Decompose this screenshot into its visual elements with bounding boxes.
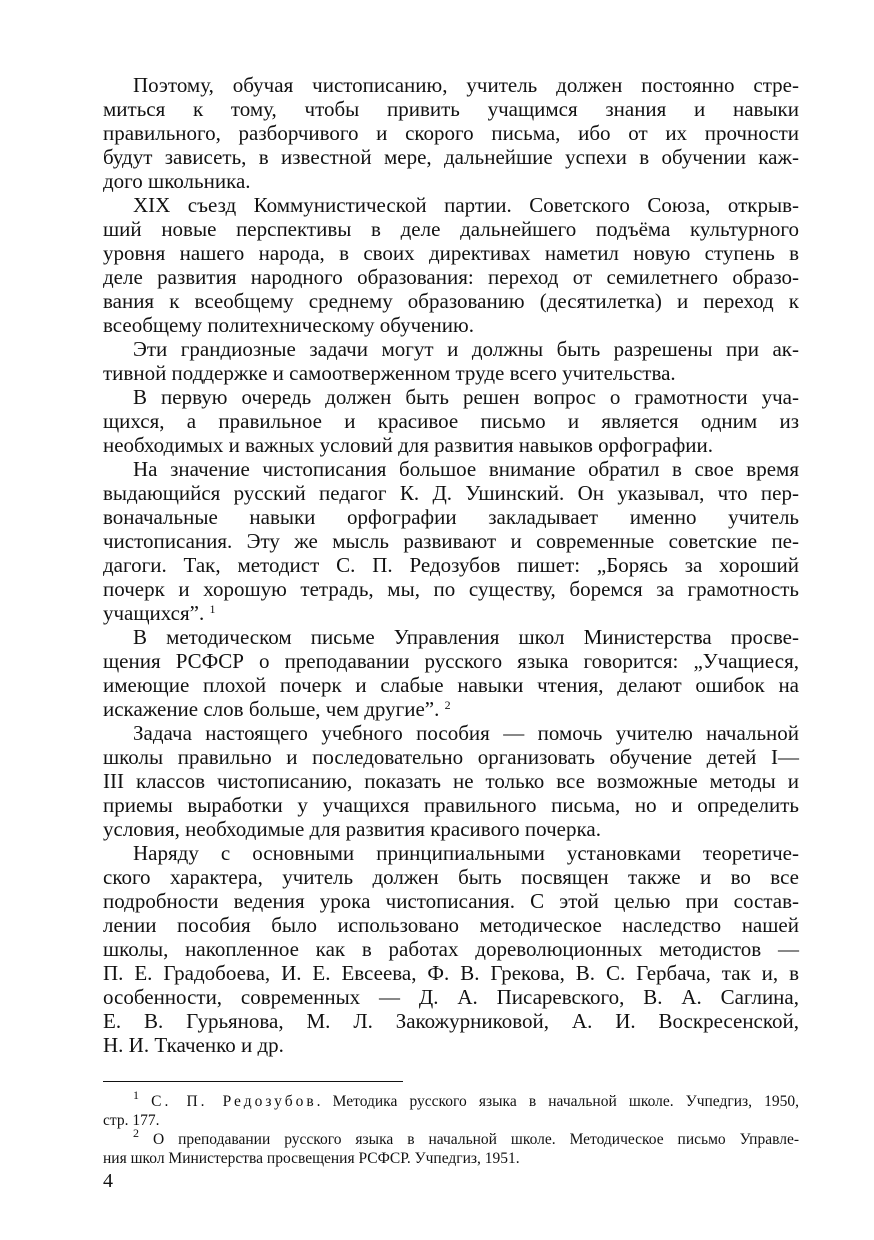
body-line-text: искажение слов больше, чем другие”.	[103, 697, 440, 721]
body-line	[103, 601, 799, 625]
body-line: школы правильно и последовательно организовать обучение детей I—	[103, 745, 799, 769]
body-line: уровня нашего народа, в своих директивах наметил новую ступень в	[103, 241, 799, 265]
body-line: XIX съезд Коммунистической партии. Советского Союза, открыв-	[133, 193, 799, 217]
body-line: необходимых и важных условий для развития навыков орфографии.	[103, 433, 714, 457]
body-line: ского характера, учитель должен быть посвящен также и во все	[103, 865, 799, 889]
body-line: воначальные навыки орфографии закладывает именно учитель	[103, 505, 799, 529]
body-line: III классов чистописанию, показать не только все возможные методы и	[103, 769, 799, 793]
footnote-ref: 2	[444, 698, 451, 712]
body-line: подробности ведения урока чистописания. С этой целью при состав-	[103, 889, 799, 913]
footnote-author: С. П. Редозубов	[151, 1093, 317, 1110]
body-line: чистописания. Эту же мысль развивают и современные советские пе-	[103, 529, 799, 553]
body-line-text: учащихся”.	[103, 601, 205, 625]
body-line: деле развития народного образования: переход от семилетнего образо-	[103, 265, 799, 289]
body-line: миться к тому, чтобы привить учащимся знания и навыки	[103, 97, 799, 121]
body-line: На значение чистописания большое внимание обратил в свое время	[133, 457, 799, 481]
body-line: П. Е. Градобоева, И. Е. Евсеева, Ф. В. Грекова, В. С. Гербача, так и, в	[103, 961, 799, 985]
body-line: имеющие плохой почерк и слабые навыки чтения, делают ошибок на	[103, 673, 799, 697]
body-line: лении пособия было использовано методическое наследство нашей	[103, 913, 799, 937]
body-line: Поэтому, обучая чистописанию, учитель должен постоянно стре-	[133, 73, 799, 97]
body-line	[103, 697, 799, 721]
footnote-line: стр. 177.	[103, 1112, 160, 1129]
body-line: Н. И. Ткаченко и др.	[103, 1033, 284, 1057]
body-line: будут зависеть, в известной мере, дальнейшие успехи в обучении каж-	[103, 145, 799, 169]
body-line: правильного, разборчивого и скорого письма, ибо от их прочности	[103, 121, 799, 145]
body-line: почерк и хорошую тетрадь, мы, по существу, боремся за грамотность	[103, 577, 799, 601]
footnote-line: ния школ Министерства просвещения РСФСР. Учпедгиз, 1951.	[103, 1150, 520, 1167]
body-line: щения РСФСР о преподавании русского языка говорится: „Учащиеся,	[103, 649, 799, 673]
footnote-number: 2	[133, 1126, 139, 1140]
body-line: дагоги. Так, методист С. П. Редозубов пишет: „Борясь за хороший	[103, 553, 799, 577]
footnote-2	[133, 1126, 799, 1149]
body-line: дого школьника.	[103, 169, 251, 193]
body-line: школы, накопленное как в работах дореволюционных методистов —	[103, 937, 799, 961]
body-line: выдающийся русский педагог К. Д. Ушинский. Он указывал, что пер-	[103, 481, 799, 505]
body-line: щихся, а правильное и красивое письмо и является одним из	[103, 409, 799, 433]
body-line: тивной поддержке и самоотверженном труде всего учительства.	[103, 361, 676, 385]
footnote-number: 1	[133, 1088, 139, 1102]
body-line: условия, необходимые для развития красивого почерка.	[103, 817, 601, 841]
body-line: В первую очередь должен быть решен вопрос о грамотности уча-	[133, 385, 799, 409]
body-line: вания к всеобщему среднему образованию (десятилетка) и переход к	[103, 289, 799, 313]
footnote-text: . Методика русского языка в начальной школе. Учпедгиз, 1950,	[316, 1093, 799, 1110]
body-line: Задача настоящего учебного пособия — помочь учителю начальной	[133, 721, 799, 745]
page-number: 4	[103, 1170, 113, 1192]
footnote-1	[133, 1088, 799, 1111]
footnote-ref: 1	[209, 602, 216, 616]
body-line: ший новые перспективы в деле дальнейшего подъёма культурного	[103, 217, 799, 241]
body-line: В методическом письме Управления школ Министерства просве-	[133, 625, 799, 649]
body-line: особенности, современных — Д. А. Писаревского, В. А. Саглина,	[103, 985, 799, 1009]
body-line: Наряду с основными принципиальными установками теоретиче-	[133, 841, 799, 865]
body-line: приемы выработки у учащихся правильного письма, но и определить	[103, 793, 799, 817]
body-line: Эти грандиозные задачи могут и должны быть разрешены при ак-	[133, 337, 799, 361]
footnote-divider	[103, 1081, 403, 1082]
footnote-text: О преподавании русского языка в начальной школе. Методическое письмо Управле-	[152, 1131, 799, 1148]
body-line: Е. В. Гурьянова, М. Л. Закожурниковой, А. И. Воскресенской,	[103, 1009, 799, 1033]
body-line: всеобщему политехническому обучению.	[103, 313, 474, 337]
